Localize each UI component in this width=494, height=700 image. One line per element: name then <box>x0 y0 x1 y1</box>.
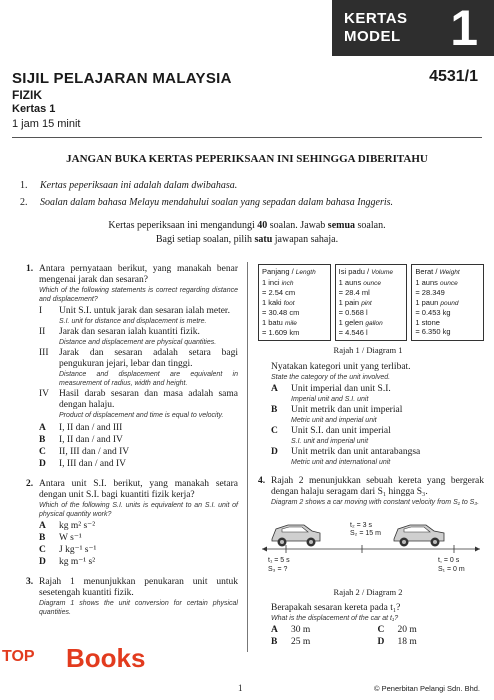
option-b[interactable]: B I, II dan / and IV <box>39 435 123 445</box>
option-a[interactable]: A 30 m <box>271 624 311 635</box>
statement-i: I Unit S.I. untuk jarak dan sesaran ialah meter. S.I. unit for distance and displacement is metre. <box>39 306 230 325</box>
paper-code: 4531/1 <box>429 68 478 85</box>
question-4-continued: Berapakah sesaran kereta pada t₁? What is the displacement of the car at t₁? A 30 m C 20 m B 25 m D 18 m <box>271 603 484 648</box>
option-c[interactable]: C Unit S.I. dan unit imperial <box>271 425 391 436</box>
car-left-icon <box>272 525 320 547</box>
diagram-1-caption: Rajah 1 / Diagram 1 <box>333 344 403 355</box>
paper-label: Kertas 1 <box>12 103 56 115</box>
question-1: 1. Antara pernyataan berikut, yang manakah benar mengenai jarak dan sesaran? Which of the following statements is correct regarding distance and displacement? I Unit S.I. untuk jarak dan sesaran ialah meter. S.I. unit for distance and displacement is metre. II Jarak dan sesaran ialah kuantiti fizik. Distance and displacement are physical quantities. III Jarak dan sesaran adalah setara bagi pengukuran jejari, lebar dan tinggi. Distance and displacement are equivalent in measurement of radius, width and height. IV Hasil darab sesaran dan masa adalah sama dengan halaju. Product of displacement and time is equal to velocity. A I, II dan / and III B I, II dan / and IV C II, III dan / and IV D I, III dan / and IV <box>26 264 238 469</box>
warning-text: JANGAN BUKA KERTAS PEPERIKSAAN INI SEHINGGA DIBERITAHU <box>66 153 428 165</box>
car-motion-figure <box>258 507 484 587</box>
option-d[interactable]: D I, III dan / and IV <box>39 459 127 469</box>
statement-iii: III Jarak dan sesaran adalah setara bagi pengukuran jejari, lebar dan tinggi. Distance and displacement are equivalent in measurement of radius, width and height. <box>39 348 238 387</box>
model-badge <box>332 0 494 56</box>
badge-number: 1 <box>450 0 478 56</box>
topbooks-logo-books: Books <box>66 643 146 673</box>
left-column <box>26 264 238 617</box>
statement-ii: II Jarak dan sesaran ialah kuantiti fizik. Distance and displacement are physical quantities. <box>39 327 217 346</box>
instruction-1: 1. Kertas peperiksaan ini adalah dalam dwibahasa. <box>20 180 238 191</box>
diagram-2 <box>258 507 484 587</box>
diagram-2-caption: Rajah 2 / Diagram 2 <box>333 586 403 597</box>
right-column <box>252 264 484 648</box>
subject-title: FIZIK <box>12 88 42 102</box>
option-d[interactable]: D Unit metrik dan unit antarabangsa <box>271 446 421 457</box>
option-b[interactable]: B Unit metrik dan unit imperial <box>271 404 403 415</box>
statement-iv: IV Hasil darab sesaran dan masa adalah sama dengan halaju. Product of displacement and time is equal to velocity. <box>39 389 238 419</box>
question-3-continued: Nyatakan kategori unit yang terlibat. State the category of the unit involved. A Unit imperial dan unit S.I. Imperial unit and S.I. unit B Unit metrik dan unit imperial Metric unit and imperial unit C Unit S.I. dan unit imperial S.I. unit and imperial unit D Unit metrik dan unit antarabangsa Metric unit and international unit <box>271 362 484 467</box>
question-3: 3. Rajah 1 menunjukkan penukaran unit untuk sesetengah kuantiti fizik. Diagram 1 shows the unit conversion for certain physical quantities. <box>26 577 238 616</box>
unit-box-length: Panjang / Length 1 inci inch = 2.54 cm 1 kaki foot = 30.48 cm 1 batu mile = 1.609 km <box>258 264 331 341</box>
page-number: 1 <box>238 683 243 693</box>
publisher-credit: © Penerbitan Pelangi Sdn. Bhd. <box>373 684 480 693</box>
unit-box-weight: Berat / Weight 1 auns ounce = 28.349 1 paun pound = 0.453 kg 1 stone = 6.350 kg <box>411 264 484 341</box>
header-divider <box>12 137 482 138</box>
car-right-icon <box>394 525 444 547</box>
label-t0: t, = 0 s S₁ = 0 m <box>438 556 465 573</box>
option-d[interactable]: D 18 m <box>377 636 417 647</box>
label-t1: t₁ = 5 s S₃ = ? <box>268 556 290 573</box>
label-t2: t₂ = 3 s S₂ = 15 m <box>350 521 381 537</box>
duration-label: 1 jam 15 minit <box>12 118 81 130</box>
option-b[interactable]: B W s⁻¹ <box>39 533 82 543</box>
intro-line-1: Kertas peperiksaan ini mengandungi 40 soalan. Jawab semua soalan. <box>108 220 386 231</box>
intro-line-2: Bagi setiap soalan, pilih satu jawapan sahaja. <box>155 234 339 245</box>
option-d[interactable]: D kg m⁻¹ s² <box>39 557 96 567</box>
option-a[interactable]: A I, II dan / and III <box>39 423 123 433</box>
option-a[interactable]: A Unit imperial dan unit S.I. <box>271 383 391 394</box>
question-2: 2. Antara unit S.I. berikut, yang manakah setara dengan unit S.I. bagi kuantiti fizik kerja? Which of the following S.I. units is equivalent to an S.I. unit of physical quantity work? A kg m² s⁻² B W s⁻¹ C J kg⁻¹ s⁻¹ D kg m⁻¹ s² <box>26 479 238 567</box>
option-c[interactable]: C J kg⁻¹ s⁻¹ <box>39 545 97 555</box>
unit-box-volume: Isi padu / Volume 1 auns ounce = 28.4 ml 1 pain pint = 0.568 l 1 gelen gallon = 4.546 l <box>335 264 408 341</box>
option-c[interactable]: C II, III dan / and IV <box>39 447 130 457</box>
diagram-1 <box>258 264 484 341</box>
column-divider <box>247 262 248 652</box>
exam-title: SIJIL PELAJARAN MALAYSIA <box>12 70 232 87</box>
option-c[interactable]: C 20 m <box>377 624 417 635</box>
instruction-2: 2. Soalan dalam bahasa Melayu mendahului soalan yang sepadan dalam bahasa Inggeris. <box>20 197 394 208</box>
option-b[interactable]: B 25 m <box>271 636 311 647</box>
topbooks-logo-top: TOP <box>2 648 35 665</box>
badge-label: KERTAS MODEL <box>344 10 408 45</box>
question-4: 4. Rajah 2 menunjukkan sebuah kereta yang bergerak dengan halaju seragam dari S₁ hingga S₃. Diagram 2 shows a car moving with constant velocity from S₁ to S₃. <box>258 475 484 506</box>
option-a[interactable]: A kg m² s⁻² <box>39 521 96 531</box>
